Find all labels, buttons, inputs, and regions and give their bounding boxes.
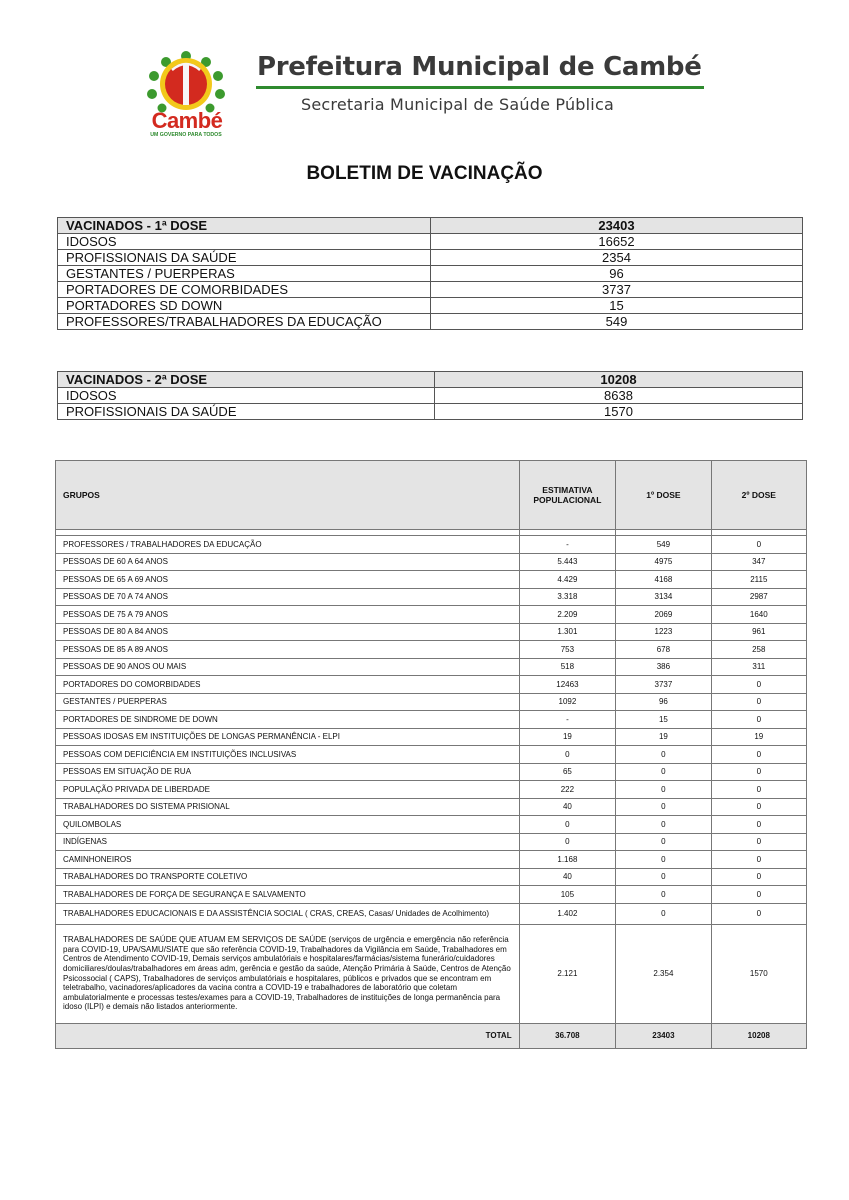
table-row	[56, 924, 807, 1023]
group-cell: TRABALHADORES DE FORÇA DE SEGURANÇA E SALVAMENTO	[56, 886, 520, 904]
dose2-cell: 0	[711, 833, 806, 851]
logo-slogan: UM GOVERNO PARA TODOS	[150, 132, 222, 138]
header-divider	[256, 86, 704, 89]
dose2-summary-table	[57, 371, 803, 420]
table-row	[56, 623, 807, 641]
dose2-cell: 347	[711, 553, 806, 571]
dose2-cell: 258	[711, 641, 806, 659]
row-value: 1570	[435, 404, 803, 420]
table-row	[58, 250, 803, 266]
estimate-cell: 2.121	[519, 924, 616, 1023]
estimate-cell: 40	[519, 868, 616, 886]
dose2-cell: 0	[711, 711, 806, 729]
row-value: 96	[431, 266, 803, 282]
group-cell: PESSOAS DE 65 A 69 ANOS	[56, 571, 520, 589]
row-label: PROFESSORES/TRABALHADORES DA EDUCAÇÃO	[58, 314, 431, 330]
dose1-cell: 0	[616, 798, 711, 816]
table-header-row	[58, 218, 803, 234]
table-row	[56, 693, 807, 711]
table-row	[56, 781, 807, 799]
group-cell: PESSOAS DE 75 A 79 ANOS	[56, 606, 520, 624]
group-cell: PESSOAS IDOSAS EM INSTITUIÇÕES DE LONGAS PERMANÊNCIA - ELPI	[56, 728, 520, 746]
total-row	[56, 1023, 807, 1048]
group-cell: PESSOAS DE 60 A 64 ANOS	[56, 553, 520, 571]
estimate-cell: 1.402	[519, 903, 616, 924]
dose1-header-label: VACINADOS - 1ª DOSE	[58, 218, 431, 234]
table-row	[56, 553, 807, 571]
group-cell: CAMINHONEIROS	[56, 851, 520, 869]
row-label: IDOSOS	[58, 388, 435, 404]
dose1-cell: 2069	[616, 606, 711, 624]
table-header-row	[56, 461, 807, 530]
group-cell: PESSOAS EM SITUAÇÃO DE RUA	[56, 763, 520, 781]
estimate-cell: -	[519, 536, 616, 554]
dose2-cell: 0	[711, 676, 806, 694]
row-value: 549	[431, 314, 803, 330]
table-row	[56, 886, 807, 904]
table-row	[58, 314, 803, 330]
total-label: TOTAL	[56, 1023, 520, 1048]
group-cell: PROFESSORES / TRABALHADORES DA EDUCAÇÃO	[56, 536, 520, 554]
table-row	[56, 711, 807, 729]
estimate-cell: 1.301	[519, 623, 616, 641]
total-dose2: 10208	[711, 1023, 806, 1048]
groups-table-body	[56, 530, 807, 1049]
group-cell: PESSOAS DE 90 ANOS OU MAIS	[56, 658, 520, 676]
group-cell: TRABALHADORES DO SISTEMA PRISIONAL	[56, 798, 520, 816]
table-row	[56, 728, 807, 746]
dose1-cell: 0	[616, 746, 711, 764]
dose1-cell: 1223	[616, 623, 711, 641]
table-row	[58, 388, 803, 404]
table-row	[58, 298, 803, 314]
table-row	[56, 833, 807, 851]
group-cell: POPULAÇÃO PRIVADA DE LIBERDADE	[56, 781, 520, 799]
dose2-cell: 1640	[711, 606, 806, 624]
dose2-header-label: VACINADOS - 2ª DOSE	[58, 372, 435, 388]
dose2-cell: 0	[711, 693, 806, 711]
dose1-cell: 19	[616, 728, 711, 746]
groups-table	[55, 460, 807, 1049]
row-label: PORTADORES DE COMORBIDADES	[58, 282, 431, 298]
row-value: 16652	[431, 234, 803, 250]
group-cell: INDÍGENAS	[56, 833, 520, 851]
col-header-dose2: 2º DOSE	[711, 461, 806, 530]
document-title: BOLETIM DE VACINAÇÃO	[306, 163, 543, 184]
table-row	[58, 404, 803, 420]
estimate-cell: 0	[519, 746, 616, 764]
dose1-cell: 15	[616, 711, 711, 729]
table-row	[56, 763, 807, 781]
estimate-cell: 19	[519, 728, 616, 746]
estimate-cell: 1.168	[519, 851, 616, 869]
table-row	[56, 798, 807, 816]
estimate-cell: 12463	[519, 676, 616, 694]
row-label: GESTANTES / PUERPERAS	[58, 266, 431, 282]
group-cell: PESSOAS COM DEFICIÊNCIA EM INSTITUIÇÕES INCLUSIVAS	[56, 746, 520, 764]
estimate-cell: 4.429	[519, 571, 616, 589]
dose1-cell: 0	[616, 833, 711, 851]
dose1-cell: 0	[616, 886, 711, 904]
dose1-summary-table	[57, 217, 803, 330]
table-row	[56, 606, 807, 624]
dose1-cell: 3737	[616, 676, 711, 694]
table-row	[56, 571, 807, 589]
row-label: PROFISSIONAIS DA SAÚDE	[58, 250, 431, 266]
dose2-cell: 0	[711, 798, 806, 816]
dose1-cell: 0	[616, 781, 711, 799]
dose1-header-value: 23403	[431, 218, 803, 234]
col-header-groups: GRUPOS	[56, 461, 520, 530]
group-cell: TRABALHADORES EDUCACIONAIS E DA ASSISTÊNCIA SOCIAL ( CRAS, CREAS, Casas/ Unidades de Acolhimento)	[56, 903, 520, 924]
table-row	[58, 282, 803, 298]
total-estimate: 36.708	[519, 1023, 616, 1048]
table-row	[56, 676, 807, 694]
estimate-cell: 0	[519, 816, 616, 834]
dose2-cell: 0	[711, 903, 806, 924]
estimate-cell: 105	[519, 886, 616, 904]
dose2-header-value: 10208	[435, 372, 803, 388]
dose2-cell: 0	[711, 536, 806, 554]
group-cell: PORTADORES DO COMORBIDADES	[56, 676, 520, 694]
estimate-cell: 0	[519, 833, 616, 851]
dose1-cell: 96	[616, 693, 711, 711]
table-row	[56, 851, 807, 869]
dose1-cell: 0	[616, 868, 711, 886]
group-cell: PESSOAS DE 70 A 74 ANOS	[56, 588, 520, 606]
org-title: Prefeitura Municipal de Cambé	[257, 52, 702, 82]
group-cell: TRABALHADORES DO TRANSPORTE COLETIVO	[56, 868, 520, 886]
table-header-row	[58, 372, 803, 388]
estimate-cell: 222	[519, 781, 616, 799]
group-cell: PORTADORES DE SINDROME DE DOWN	[56, 711, 520, 729]
estimate-cell: 753	[519, 641, 616, 659]
dose2-cell: 2987	[711, 588, 806, 606]
table-row	[56, 588, 807, 606]
dose1-cell: 4975	[616, 553, 711, 571]
group-cell: PESSOAS DE 80 A 84 ANOS	[56, 623, 520, 641]
table-row	[56, 746, 807, 764]
dose2-cell: 2115	[711, 571, 806, 589]
dose1-cell: 0	[616, 816, 711, 834]
dose2-cell: 311	[711, 658, 806, 676]
row-value: 15	[431, 298, 803, 314]
dose1-cell: 3134	[616, 588, 711, 606]
dose2-cell: 0	[711, 851, 806, 869]
dose1-cell: 4168	[616, 571, 711, 589]
estimate-cell: 1092	[519, 693, 616, 711]
row-value: 8638	[435, 388, 803, 404]
table-row	[58, 266, 803, 282]
dose2-cell: 0	[711, 816, 806, 834]
group-cell: PESSOAS DE 85 A 89 ANOS	[56, 641, 520, 659]
table-row	[58, 234, 803, 250]
col-header-dose1: 1º DOSE	[616, 461, 711, 530]
dose2-cell: 961	[711, 623, 806, 641]
dose1-cell: 678	[616, 641, 711, 659]
col-header-estimate: ESTIMATIVA POPULACIONAL	[519, 461, 616, 530]
estimate-cell: -	[519, 711, 616, 729]
group-cell: QUILOMBOLAS	[56, 816, 520, 834]
estimate-cell: 518	[519, 658, 616, 676]
dose2-cell: 19	[711, 728, 806, 746]
row-value: 2354	[431, 250, 803, 266]
dose2-cell: 0	[711, 868, 806, 886]
group-cell: GESTANTES / PUERPERAS	[56, 693, 520, 711]
table-row	[56, 641, 807, 659]
row-value: 3737	[431, 282, 803, 298]
row-label: IDOSOS	[58, 234, 431, 250]
estimate-cell: 40	[519, 798, 616, 816]
row-label: PORTADORES SD DOWN	[58, 298, 431, 314]
row-label: PROFISSIONAIS DA SAÚDE	[58, 404, 435, 420]
dose2-cell: 0	[711, 763, 806, 781]
org-subtitle: Secretaria Municipal de Saúde Pública	[301, 95, 614, 114]
dose1-cell: 549	[616, 536, 711, 554]
estimate-cell: 3.318	[519, 588, 616, 606]
dose1-cell: 0	[616, 851, 711, 869]
logo-wordmark: Cambé	[151, 108, 223, 133]
estimate-cell: 65	[519, 763, 616, 781]
table-row	[56, 816, 807, 834]
table-row	[56, 536, 807, 554]
dose1-cell: 386	[616, 658, 711, 676]
total-dose1: 23403	[616, 1023, 711, 1048]
dose2-cell: 1570	[711, 924, 806, 1023]
table-row	[56, 868, 807, 886]
group-cell: TRABALHADORES DE SAÚDE QUE ATUAM EM SERVIÇOS DE SAÚDE (serviços de urgência e emergência não referência para COVID-19, UPA/SAMU/SIATE que são referência COVID-19, Trabalhadores da Vigilância em Saúde, Trabalhadores em Centros de Atendimento COVID-19, Demais serviços ambulatóriais e hospitalares/farmácias/sistema funerário/cuidadores domiciliares/doulas/trabalhadores em áreas adm, gerência e gestão da saúde, Atenção Primária à Saúde, Centros de Atenção Psicossocial ( CAPS), Trabalhadores de serviços ambulatóriais e hospitalares, públicos e privados que se encontram em teletrabalho, vacinadores/aplicadores da vacina contra a COVID-19 e trabalhadores de laboratório que coletam ambulatorialmente e processas testes/exames para a COVID-19, Trabalhadores de instituições de longa permanência para idoso (ILPI) e demais não listados anteriormente.	[56, 924, 520, 1023]
table-row	[56, 903, 807, 924]
dose2-cell: 0	[711, 886, 806, 904]
dose1-cell: 0	[616, 763, 711, 781]
dose2-cell: 0	[711, 746, 806, 764]
dose2-cell: 0	[711, 781, 806, 799]
estimate-cell: 2.209	[519, 606, 616, 624]
dose1-cell: 2.354	[616, 924, 711, 1023]
dose1-cell: 0	[616, 903, 711, 924]
estimate-cell: 5.443	[519, 553, 616, 571]
table-row	[56, 658, 807, 676]
